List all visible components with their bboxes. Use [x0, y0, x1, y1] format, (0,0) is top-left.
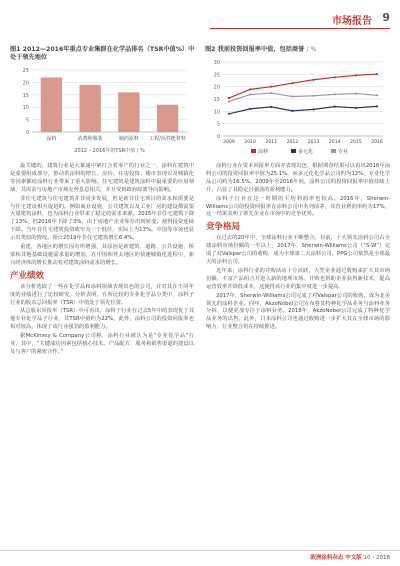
series-point — [291, 95, 293, 97]
series-point — [228, 97, 230, 99]
x-tick-label: 涂料 — [46, 136, 57, 142]
series-point — [334, 93, 336, 95]
y-tick-label: 25 — [22, 68, 29, 74]
series-point — [249, 88, 251, 90]
x-tick-label: 制药原料 — [118, 136, 139, 142]
series-point — [270, 86, 272, 88]
x-tick-label: 2010 — [244, 140, 256, 145]
figure-2-title — [205, 46, 390, 54]
series-line — [229, 106, 377, 113]
series-point — [334, 76, 336, 78]
figure-1-title: 图1 2012—2016年重点专业集群在化学品排名（TSR中值%）中处于领先地位 — [10, 46, 195, 61]
left-paragraph-6: 据McKinsey & Company公司称，涂料行业被认为是“专业化学品”行业，其中，“关键成功因素包括核心技术、产品配方、服务和销售渠道的建设以及与客户的紧密合作。” — [10, 333, 194, 355]
legend-swatch — [291, 149, 296, 153]
y-tick-label: 15 — [22, 92, 29, 99]
legend-swatch — [251, 149, 256, 153]
series-point — [249, 108, 251, 110]
x-tick-label: 2011 — [265, 140, 278, 145]
bar — [118, 92, 139, 132]
legend-label: 涂料 — [258, 149, 269, 155]
figure-2-unit: / % — [306, 46, 317, 53]
series-point — [376, 105, 378, 107]
figure-1 — [10, 46, 195, 162]
y-tick-label: 5 — [216, 121, 220, 128]
y-tick-label: 30 — [213, 60, 220, 66]
section-heading-competition: 竞争格局 — [206, 222, 241, 233]
right-paragraph-3: 在过去的20年中，全球涂料行业不断整合。目前，十大领先涂料公司占全球涂料市场份额的一半以上。2017年，Sherwin-Williams公司（“S-W”）完成了对Valspar公司的收购，成为全球第二大涂料公司。PPG公司依然是全球最大的涂料公司。 — [206, 235, 390, 265]
x-tick-label: 2009 — [223, 140, 235, 145]
series-point — [291, 82, 293, 84]
x-tick-label: 2013 — [307, 140, 320, 145]
x-tick-label: 2015 — [350, 140, 362, 145]
footer-issue: 10・2018 — [363, 555, 390, 561]
series-point — [270, 106, 272, 108]
y-tick-label: 0 — [216, 134, 220, 140]
series-point — [355, 107, 357, 109]
series-point — [312, 79, 314, 81]
footer-brand: 欧洲涂料杂志 中文版 — [310, 555, 362, 561]
page-footer — [0, 546, 400, 566]
series-point — [355, 74, 357, 76]
x-tick-label: 2016 — [371, 140, 383, 145]
figure-1-chart — [10, 64, 195, 162]
y-tick-label: 10 — [213, 109, 220, 116]
footer-rule — [0, 550, 400, 551]
series-point — [270, 92, 272, 94]
series-point — [228, 100, 230, 102]
figure-2 — [205, 46, 390, 162]
y-tick-label: 15 — [213, 97, 220, 103]
y-tick-label: 0 — [25, 130, 29, 136]
y-tick-label: 25 — [213, 72, 220, 79]
page-number: 9 — [382, 11, 390, 24]
bar — [157, 105, 178, 132]
x-tick-label: 2012 — [286, 140, 299, 145]
series-point — [334, 106, 336, 108]
y-tick-label: 5 — [25, 117, 29, 124]
left-paragraph-3: 重建，各地区的增长因有所增强，其原因是新建筑、道路、公共设施、桥梁和其他基础设施需求量的增加，在中国和亚太地区的快速城镇化进程中，新兴经济体的增长推动着对建筑涂料需求的增长。 — [10, 244, 194, 266]
series-point — [376, 73, 378, 75]
right-paragraph-1: 涂料行业在资本回报率方面亦表现出色，根据调查结果可以看出2016年涂料公司的投资回报率中值为25.1%，而多元化化学品公司约为12%，专业化学品公司约为16.5%。2009年至2016年间，涂料公司的投资回报率中值持续上升，凸显了其稳定且强劲的盈利能力。 — [206, 163, 390, 193]
legend-label: 多元化 — [298, 149, 314, 155]
header-rule — [210, 28, 390, 29]
x-tick-label: 工程/高性能材料 — [149, 136, 186, 142]
left-paragraph-2: 非住宅建筑与住宅建筑并非同步发展，但是新非住宅项目的需求和需要是与住宅建设相互促进的。例如商业设施、公共建筑以及工业厂房的建设都需要大量建筑涂料，也为涂料行业带来了稳定的需求来源。2015年非住宅建筑下降了13%，但2016年下降了3%。由于房地产企业库存出现转变，使得投资连续下降。当年非住宅建筑投资收窄为一个低位，实际上为13%。中国等市场也显示出类似的情况。预计2019年非住宅建筑增长6.4%。 — [10, 195, 194, 242]
bar — [79, 85, 100, 132]
series-point — [249, 93, 251, 95]
series-point — [376, 94, 378, 96]
figure-2-title-text: 图2 我前投资回报率中值，包括商誉 — [205, 46, 305, 53]
y-tick-label: 10 — [22, 105, 29, 112]
section-title: 市场报告 — [332, 16, 372, 27]
series-point — [312, 95, 314, 97]
series-point — [228, 113, 230, 115]
series-point — [355, 92, 357, 94]
series-point — [312, 108, 314, 110]
left-column — [10, 163, 194, 358]
section-heading-performance: 产业绩效 — [10, 270, 45, 281]
right-paragraph-2: 涂料子行业在这一时期的平均利润率也较高。2016年，Sherwin-Williams公司的投资回报率在涂料公司中名列前茅，其营业利润率约为17%，这一结果表明了领先企业在市场中的竞争优势。 — [206, 195, 390, 218]
right-paragraph-5: 2017年，Sherwin-Williams公司完成了对Valspar公司的收购，成为北美领先的涂料企业。同年，AkzoNobel公司宣布将其特种化学品业务与涂料业务分拆，以便更加专注于涂料业务。2018年，AkzoNobel公司完成了特种化学品业务的出售。此外，日本涂料公司也通过收购进一步扩大其在全球市场的影响力，行业整合仍在持续推进。 — [206, 292, 390, 331]
series-point — [291, 110, 293, 112]
left-paragraph-5: 从总股东回报率（TSR）中可看出，涂料子行业在过去5年中的表现优于其他专业化学品子行业，其TSR中值约为22%。此外，涂料公司的投资回报率也相对较高，体现了该行业强劲的盈利能力。 — [10, 308, 194, 331]
y-tick-label: 20 — [213, 84, 220, 91]
right-column — [206, 163, 390, 333]
footer-text — [310, 553, 390, 561]
left-paragraph-1: 最关键的，建筑行业是大幕递中紧打合着零产的行业之一，涂料在建筑中是重要组成部分，推动着涂料的增长。房价、住房投资、楼市表现以及城镇化等因素都给涂料行业带来了重大影响。住宅建筑是建筑涂料中最重要的应用领域，其需求与房地产市场走势息息相关，并且受到政府政策导向影响。 — [10, 163, 194, 193]
left-paragraph-4: 该分析选取了一些在化学品和涂料领域表现出色的公司，并对其在不同年度的业绩进行了比较研究。分析表明，在所比较的专业化学品分类中，涂料子行业的股东总回报率（TSR）中值处于领先位置。 — [10, 283, 194, 306]
legend-label: 专业 — [338, 149, 349, 155]
bar — [41, 77, 62, 132]
x-axis-title: 2012 – 2016年的TSR中值 / % — [74, 148, 145, 154]
y-tick-label: 20 — [22, 80, 29, 87]
x-tick-label: 消费和服装 — [77, 136, 103, 142]
x-tick-label: 2014 — [328, 140, 341, 145]
figure-2-chart — [205, 56, 390, 162]
legend-swatch — [331, 149, 336, 153]
right-paragraph-4: 近年来，涂料行业的并购活动十分活跃，大型企业通过收购来扩大其市场份额、丰富产品组合并进入新的地理市场。并购也帮助企业获得新技术，提高运营效率并降低成本，这使得该行业的集中度进一步提高。 — [206, 267, 390, 290]
